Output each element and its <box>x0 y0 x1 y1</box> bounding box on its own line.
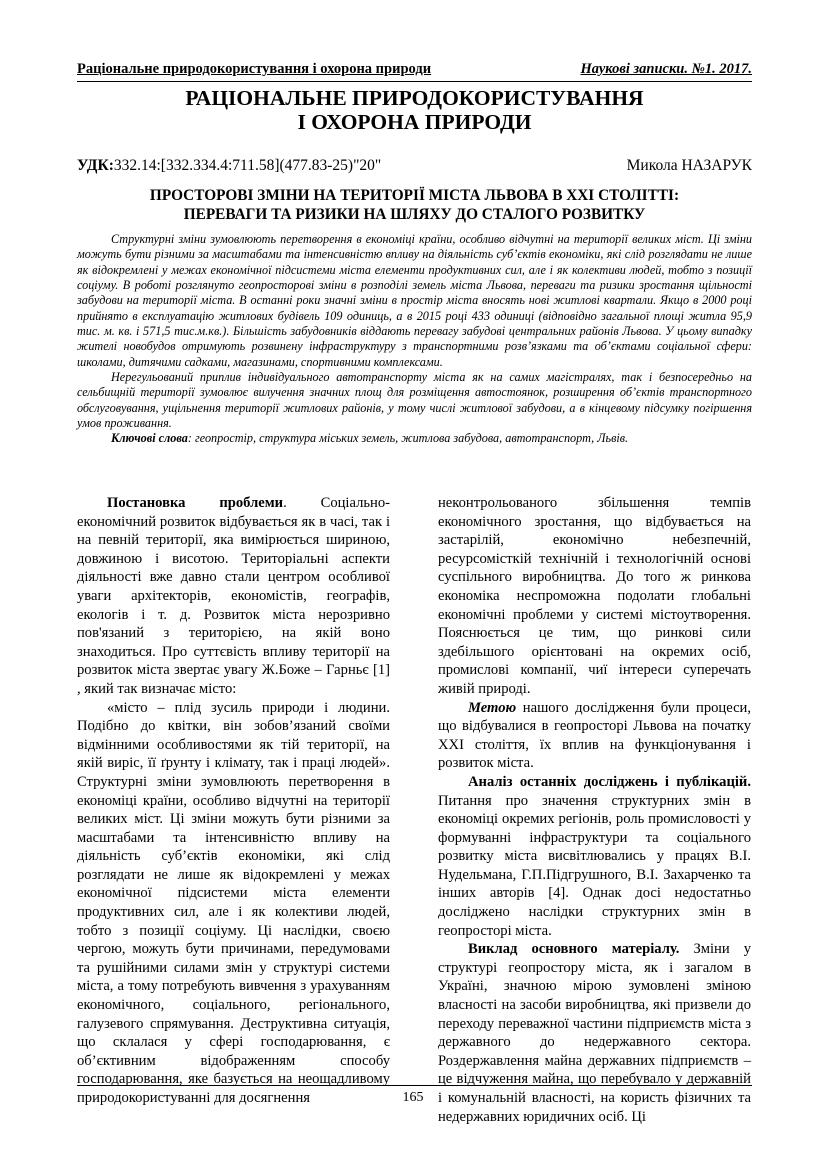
section-title-line-1: РАЦІОНАЛЬНЕ ПРИРОДОКОРИСТУВАННЯ <box>185 86 644 110</box>
keywords-text: : геопростір, структура міських земель, житлова забудова, автотранспорт, Львів. <box>187 431 629 446</box>
heading-problem-statement: Постановка проблеми <box>107 495 284 511</box>
heading-literature-review: Аналіз останніх досліджень і публікацій. <box>468 773 751 790</box>
text-main-material: Зміни у структурі геопростору міста, як і загалом в Україні, значною мірою зумовлені зміною власності на засоби виробництва, які призвели до переходу переважної частини підприємств міста з державного до недержавного сектора. Роздержавлення майна державних підприємств – це відчуження майна, що перебувало у державній і комунальній власності, на користь фізичних та недержавних юридичних осіб. Ці <box>438 941 751 1125</box>
paragraph-problem-statement <box>77 494 390 699</box>
keywords <box>77 431 752 446</box>
heading-aim: Метою <box>468 699 517 716</box>
text-problem-statement: . Соціально-економічний розвиток відбувається як в часі, так і на певній території, яка вимірюється шириною, довжиною і висотою. Територіальні аспекти діяльності вже давно стали центром особливої уваги архітекторів, економістів, географів, екологів і т. д. Розвиток міста нерозривно пов'язаний з територією, на якій воно знаходиться. Про суттєвість впливу території на розвиток міста звертає увагу Ж.Боже – Гарньє [1] , який так визначає місто: <box>77 495 390 697</box>
journal-section-name: Раціональне природокористування і охорона природи <box>77 61 432 77</box>
article-title-line-2: ПЕРЕВАГИ ТА РИЗИКИ НА ШЛЯХУ ДО СТАЛОГО РОЗВИТКУ <box>183 206 646 223</box>
article-title <box>77 186 752 224</box>
heading-main-material: Виклад основного матеріалу. <box>468 941 680 958</box>
paragraph-continuation: неконтрольованого збільшення темпів економічного зростання, що відбувається на застарілій, економічно небезпечній, ресурсомісткій технічній і технологічній основі суспільного виробництва. До того ж ринкова економіка неспроможна подолати глобальні економічні проблеми у системі містоутворення. Пояснюється це тим, що ринкові сили здебільшого орієнтовані на окремих осіб, промислові компанії, чиї інтереси суперечать живій природі. <box>438 495 751 697</box>
abstract-paragraph-2: Нерегульований приплив індивідуального автотранспорту міста як на самих магістралях, так і безпосередньо на сельбищній території зумовлює вилучення значних площ для розміщення автостоянок, розширення об’єктів транспортного обслуговування, ущільнення території житлових районів, у тому числі житлової забудови, а в кінцевому підсумку погіршення умов проживання. <box>77 370 752 431</box>
running-header <box>77 61 752 82</box>
udc-line <box>77 157 752 177</box>
article-title-line-1: ПРОСТОРОВІ ЗМІНИ НА ТЕРИТОРІЇ МІСТА ЛЬВОВА В ХХІ СТОЛІТТІ: <box>149 187 680 204</box>
udc-code: 332.14:[332.334.4:711.58](477.83-25)"20" <box>113 157 382 174</box>
footer-rule <box>77 1085 752 1086</box>
page-number: 165 <box>402 1090 424 1105</box>
body-column-right <box>438 494 751 1126</box>
author-name: Микола НАЗАРУК <box>626 157 752 174</box>
abstract-paragraph-1: Структурні зміни зумовлюють перетворення в економіці країни, особливо відчутні на території великих міст. Ці зміни можуть бути різними за масштабами та інтенсивністю впливу на діяльність суб’єктів економіки, які слід розглядати не лише як відокремлені у межах економічної підсистеми міста елементи продуктивних сил, але і як колективи людей, тобто з позиції соціуму. В роботі розглянуто геопросторові зміни в розподілі земель міста Львова, переваги та ризики зростання щільності забудови на території міста. В останні роки значні зміни в простір міста вносять нові житлові квартали. Якщо в 2000 році прийнято в експлуатацію житлових будівель 109 одиниць, а в 2015 році 433 одиниці (відповідно загальної площі житла 95,9 тис. м. кв. і 571,5 тис.м.кв.). Більшість забудовників віддають перевагу забудові центральних районів Львова. У цьому випадку жителі новобудов отримують розвинену інфраструктуру з транспортними розв’язками та об’єктами соціальної сфери: школами, дитячими садками, магазинами, спортивними комплексами. <box>77 232 752 369</box>
body-column-left <box>77 494 390 1108</box>
section-title-line-2: І ОХОРОНА ПРИРОДИ <box>297 110 532 134</box>
udc-label: УДК: <box>77 157 114 174</box>
paragraph-quote: «місто – плід зусиль природи і людини. Подібно до квітки, він зобов’язаний своїми відмінними особливостями як тій території, на якій виріс, її ґрунту і клімату, так і праці людей». Структурні зміни зумовлюють перетворення в економіці країни, особливо відчутні на території великих міст. Ці зміни можуть бути різними за масштабами та інтенсивністю впливу на діяльність суб’єктів економіки, які слід розглядати не лише як відокремлені у межах економічної підсистеми міста елементи продуктивних сил, але і як колективи людей, тобто з позиції соціуму. Ці наслідки, своєю чергою, можуть бути причинами, передумовами та рушійними силами змін у структурі системи міста, а тому потребують вивчення з урахуванням економічного, соціального, регіонального, галузевого спрямування. Деструктивна ситуація, що склалася у сфері господарювання, є об’єктивним відображенням способу господарювання, яке базується на неощадливому природокористуванні для досягнення <box>77 699 390 1106</box>
journal-issue: Наукові записки. №1. 2017. <box>580 61 752 77</box>
paragraph-aim <box>438 699 751 773</box>
keywords-label: Ключові слова <box>111 431 188 446</box>
text-aim: нашого дослідження були процеси, що відбувалися в геопросторі Львова на початку ХХІ століття, їх вплив на функціонування і розвиток міста. <box>438 699 751 772</box>
paragraph-literature-review <box>438 773 751 940</box>
section-title <box>77 86 752 134</box>
abstract <box>77 232 752 447</box>
text-literature-review: Питання про значення структурних змін в економіці окремих регіонів, роль промисловості у формуванні інфраструктури та соціального розвитку міста висвітлювались у працях В.І. Нудельмана, Г.П.Підгрушного, В.І. Захарченко та інших авторів [4]. Однак досі недостатньо досліджено наслідки структурних змін в геопросторі міста. <box>438 792 751 939</box>
